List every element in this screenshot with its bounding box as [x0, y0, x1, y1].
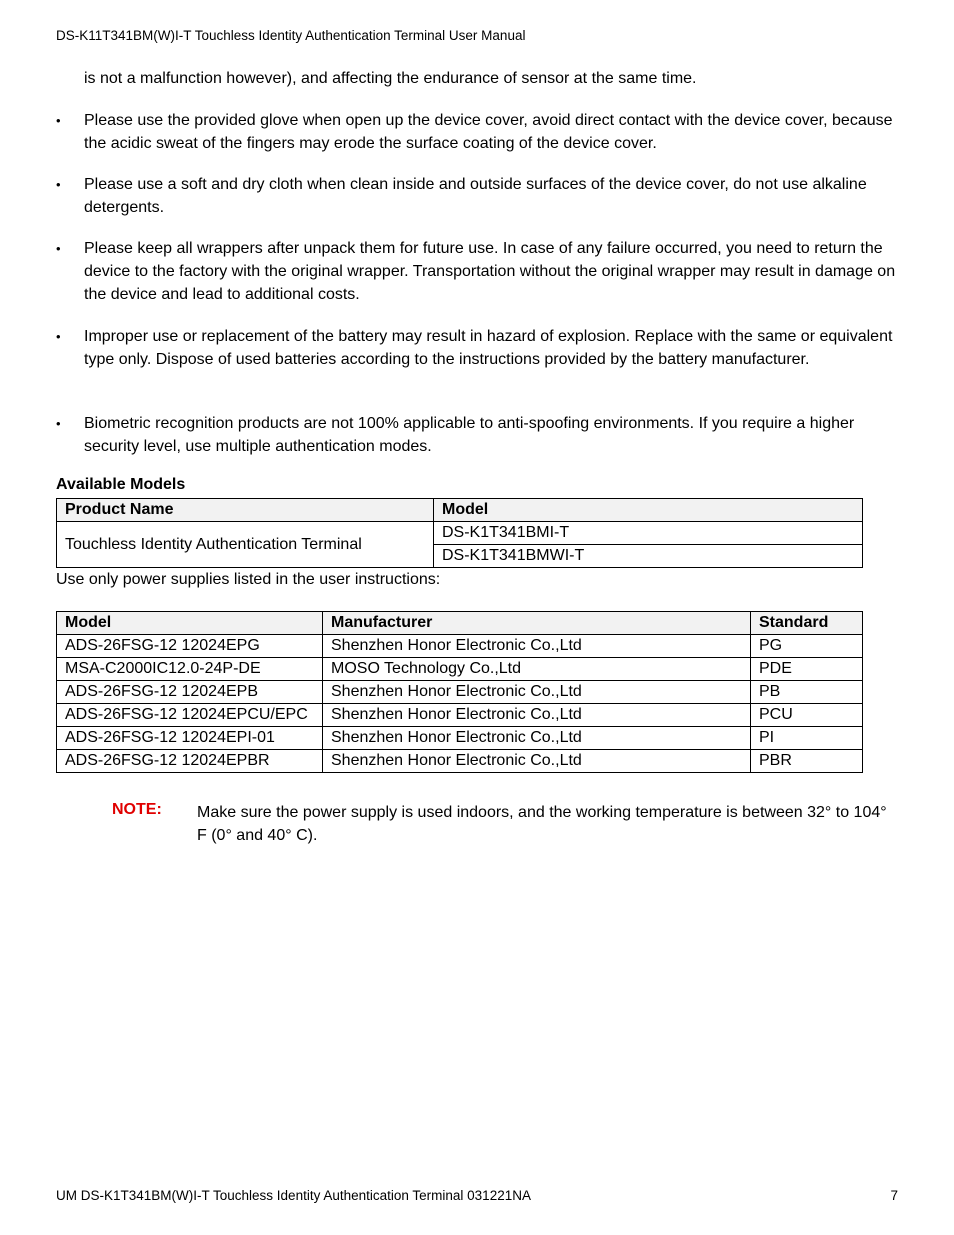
continuation-text: is not a malfunction however), and affecting the endurance of sensor at the same time. [84, 70, 697, 87]
model-cell: ADS-26FSG-12 12024EPBR [57, 750, 323, 773]
table-row [57, 704, 863, 727]
bullet-marker: • [56, 177, 61, 192]
note-text: Make sure the power supply is used indoors, and the working temperature is between 32° to 104° F (0° and 40° C). [197, 804, 887, 844]
standard-cell: PBR [751, 750, 863, 773]
bullet-text: Please use the provided glove when open up the device cover, avoid direct contact with the device cover, because the acidic sweat of the fingers may erode the surface coating of the device cover. [84, 112, 893, 152]
page-footer: UM DS-K1T341BM(W)I-T Touchless Identity Authentication Terminal 031221NA [56, 1188, 531, 1203]
standard-cell: PG [751, 635, 863, 658]
table-row [57, 522, 863, 545]
bullet-text: Improper use or replacement of the battery may result in hazard of explosion. Replace with the same or equivalent type only. Dispose of used batteries according to the instructions provided by the battery manufacturer. [84, 328, 893, 368]
table-row [57, 635, 863, 658]
manufacturer-cell: Shenzhen Honor Electronic Co.,Ltd [323, 635, 751, 658]
table-row [57, 750, 863, 773]
table-header-cell: Model [434, 499, 863, 522]
bullet-text: Biometric recognition products are not 100% applicable to anti-spoofing environments. If you require a higher security level, use multiple authentication modes. [84, 415, 855, 455]
bullet-item [56, 173, 896, 219]
bullet-item [56, 237, 896, 306]
model-cell: DS-K1T341BMI-T [434, 522, 863, 545]
bullet-item [56, 109, 896, 155]
bullet-marker: • [56, 329, 61, 344]
model-cell: ADS-26FSG-12 12024EPI-01 [57, 727, 323, 750]
standard-cell: PB [751, 681, 863, 704]
table-header-row [57, 499, 863, 522]
bullet-text: Please use a soft and dry cloth when clean inside and outside surfaces of the device cover, do not use alkaline detergents. [84, 176, 867, 216]
table-row [57, 658, 863, 681]
page-header: DS-K11T341BM(W)I-T Touchless Identity Authentication Terminal User Manual [56, 28, 526, 43]
bullet-marker: • [56, 241, 61, 256]
table-header-cell: Standard [751, 612, 863, 635]
model-cell: DS-K1T341BMWI-T [434, 545, 863, 568]
bullet-item [56, 412, 896, 458]
table-header-cell: Model [57, 612, 323, 635]
table-row [57, 681, 863, 704]
page-number: 7 [890, 1188, 898, 1203]
available-models-table [56, 498, 863, 568]
bullet-text: Please keep all wrappers after unpack them for future use. In case of any failure occurred, you need to return the device to the factory with the original wrapper. Transportation without the original wrapper may result in damage on the device and lead to additional costs. [84, 240, 896, 303]
manufacturer-cell: Shenzhen Honor Electronic Co.,Ltd [323, 681, 751, 704]
power-supply-note: Use only power supplies listed in the user instructions: [56, 571, 441, 588]
manufacturer-cell: Shenzhen Honor Electronic Co.,Ltd [323, 750, 751, 773]
manufacturer-cell: MOSO Technology Co.,Ltd [323, 658, 751, 681]
note-label: NOTE: [112, 801, 162, 818]
standard-cell: PDE [751, 658, 863, 681]
bullet-marker: • [56, 113, 61, 128]
manufacturer-cell: Shenzhen Honor Electronic Co.,Ltd [323, 704, 751, 727]
table-header-cell: Product Name [57, 499, 434, 522]
product-name-cell: Touchless Identity Authentication Terminal [57, 522, 434, 568]
model-cell: MSA-C2000IC12.0-24P-DE [57, 658, 323, 681]
model-cell: ADS-26FSG-12 12024EPG [57, 635, 323, 658]
manufacturer-cell: Shenzhen Honor Electronic Co.,Ltd [323, 727, 751, 750]
power-supply-table [56, 611, 863, 773]
standard-cell: PI [751, 727, 863, 750]
model-cell: ADS-26FSG-12 12024EPB [57, 681, 323, 704]
table-row [57, 727, 863, 750]
available-models-title: Available Models [56, 476, 186, 493]
table-header-cell: Manufacturer [323, 612, 751, 635]
standard-cell: PCU [751, 704, 863, 727]
table-header-row [57, 612, 863, 635]
bullet-marker: • [56, 416, 61, 431]
model-cell: ADS-26FSG-12 12024EPCU/EPC [57, 704, 323, 727]
bullet-item [56, 325, 896, 371]
